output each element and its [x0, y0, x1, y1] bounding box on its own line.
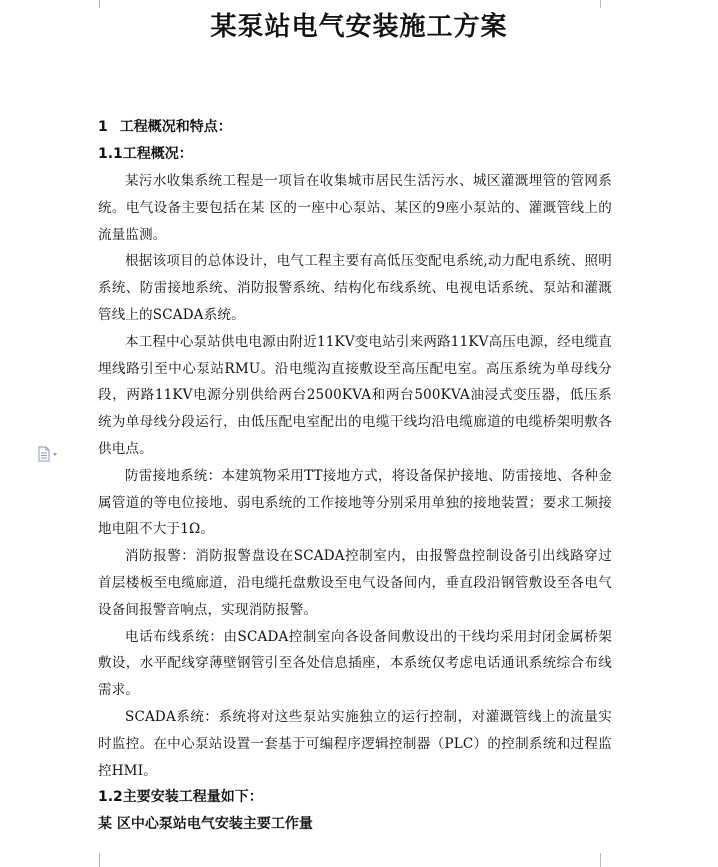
paragraph-design: 根据该项目的总体设计，电气工程主要有高低压变配电系统,动力配电系统、照明系统、防雷接地系统、消防报警系统、结构化布线系统、电视电话系统、泵站和灌溉管线上的SCADA系统。: [98, 253, 612, 323]
crop-mark-bottom-right: [600, 853, 615, 867]
section-title: 工程概况和特点：: [119, 119, 232, 135]
paragraph-power-supply: 本工程中心泵站供电电源由附近11KV变电站引来两路11KV高压电源，经电缆直埋线路引至中心泵站RMU。沿电缆沟直接敷设至高压配电室。高压系统为单母线分段，两路11KV电源分别供给两台2500KVA和两台500KVA油浸式变压器，低压系统为单母线分段运行，由低压配电室配出的电缆干线均沿电缆廊道的电缆桥架明敷各供电点。: [98, 333, 612, 457]
paragraph-scada: SCADA系统：系统将对这些泵站实施独立的运行控制，对灌溉管线上的流量实时监控。在中心泵站设置一套基于可编程序逻辑控制器（PLC）的控制系统和过程监控HMI。: [98, 708, 612, 779]
document-title: 某泵站电气安装施工方案: [210, 12, 508, 42]
document-options-icon[interactable]: [37, 446, 63, 462]
section-heading-1: [98, 114, 612, 141]
paragraph-telephone-wiring: 电话布线系统：由SCADA控制室向各设备间敷设出的干线均采用封闭金属桥架敷设，水平配线穿薄壁钢管引至各处信息插座，本系统仅考虑电话通讯系统综合布线需求。: [98, 628, 612, 699]
paragraph-grounding: 防雷接地系统：本建筑物采用TT接地方式，将设备保护接地、防雷接地、各种金属管道的等电位接地、弱电系统的工作接地等分别采用单独的接地装置；要求工频接地电阻不大于1Ω。: [98, 467, 612, 538]
section-heading-1-2: 1.2主要安装工程量如下：: [98, 789, 263, 806]
section-number: 1: [98, 119, 108, 135]
crop-mark-bottom-left: [85, 853, 100, 867]
workload-subheading: 某 区中心泵站电气安装主要工作量: [98, 816, 313, 833]
section-heading-1-1: 1.1工程概况：: [98, 146, 193, 162]
paragraph-overview: 某污水收集系统工程是一项旨在收集城市居民生活污水、城区灌溉埋管的管网系统。电气设备主要包括在某 区的一座中心泵站、某区的9座小泵站的、灌溉管线上的流量监测。: [98, 173, 612, 243]
paragraph-fire-alarm: 消防报警：消防报警盘设在SCADA控制室内，由报警盘控制设备引出线路穿过首层楼板至电缆廊道，沿电缆托盘敷设至电气设备间内，垂直段沿钢管敷设至各电气设备间报警音响点，实现消防报警。: [98, 548, 612, 618]
document-body: [98, 114, 612, 838]
